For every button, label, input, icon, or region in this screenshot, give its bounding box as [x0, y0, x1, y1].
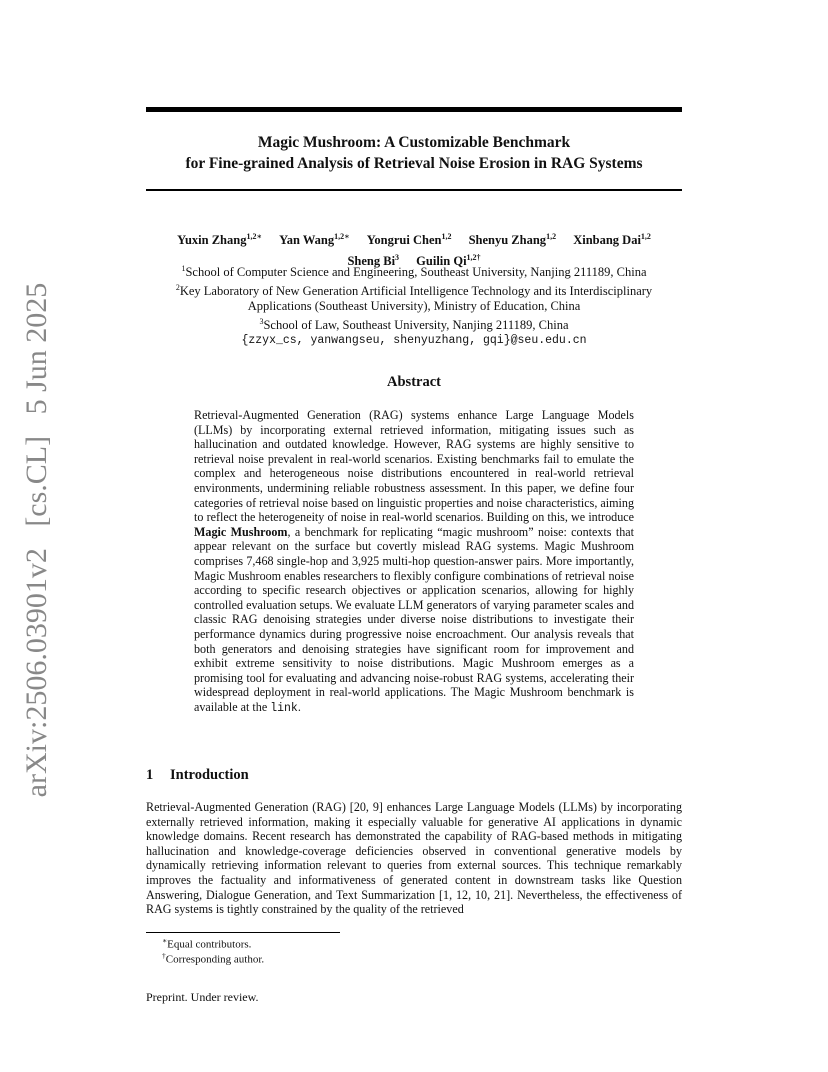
section-number: 1 [146, 767, 154, 783]
benchmark-link[interactable]: link [270, 701, 298, 715]
author-emails: {zzyx_cs, yanwangseu, shenyuzhang, gqi}@seu.edu.cn [241, 334, 587, 348]
abstract-body: Retrieval-Augmented Generation (RAG) systems enhance Large Language Models (LLMs) by incorporating external retrieved information, mitigating issues such as hallucination and outdated knowledge. However, RAG systems are highly sensitive to retrieval noise prevalent in real-world scenarios. Existing benchmarks fail to emulate the complex and heterogeneous noise distributions encountered in real-world retrieval environments, undermining reliable robustness assessment. In this paper, we define four categories of retrieval noise based on linguistic properties and noise characteristics, aiming to reflect the heterogeneity of noise in real-world scenarios. Building on this, we introduce Magic Mushroom, a benchmark for replicating “magic mushroom” noise: contexts that appear relevant on the surface but covertly mislead RAG systems. Magic Mushroom comprises 7,468 single-hop and 3,925 multi-hop question-answer pairs. More importantly, Magic Mushroom enables researchers to flexibly configure combinations of retrieval noise according to specific research objectives or application scenarios, allowing for highly controlled evaluation setups. We evaluate LLM generators of varying parameter scales and classic RAG denoising strategies under diverse noise distributions to investigate their performance dynamics during progressive noise encroachment. Our analysis reveals that both generators and denoising strategies have significant room for improvement and exhibit extreme sensitivity to noise distributions. Magic Mushroom emerges as a promising tool for evaluating and advancing noise-robust RAG systems, accelerating their widespread deployment in real-world applications. The Magic Mushroom benchmark is available at the link. [194, 408, 634, 715]
author: Sheng Bi$^3$ [347, 253, 400, 269]
section-heading-introduction [146, 767, 249, 784]
section-title: Introduction [170, 767, 249, 783]
author: Shenyu Zhang$^{1,2}$ [468, 232, 557, 248]
arxiv-stamp [20, 283, 54, 798]
author: Yongrui Chen$^{1,2}$ [366, 232, 452, 248]
arxiv-category: [cs.CL] [20, 435, 53, 527]
author: Yuxin Zhang$^{1,2∗}$ [177, 232, 262, 248]
intro-paragraph: Retrieval-Augmented Generation (RAG) [20, 9] enhances Large Language Models (LLMs) by incorporating externally retrieved information, making it especially valuable for generative AI applications in dynamic knowledge domains. Recent research has demonstrated the capability of RAG-based methods in mitigating hallucination and knowledge-coverage deficiencies observed in conventional generative models by dynamically retrieving information relevant to queries from external sources. This technique remarkably improves the factuality and informativeness of generated content in downstream tasks like Question Answering, Dialogue Generation, and Text Summarization [1, 12, 10, 21]. Nevertheless, the effectiveness of RAG systems is tightly constrained by the quality of the retrieved [146, 800, 682, 917]
affiliations [146, 261, 682, 348]
author: Xinbang Dai$^{1,2}$ [573, 232, 651, 248]
abstract-heading: Abstract [387, 374, 441, 390]
paper-title [146, 132, 682, 174]
title-bottom-rule [146, 189, 682, 191]
affiliation: Applications (Southeast University), Ministry of Education, China [247, 299, 581, 314]
footnote: ∗Equal contributors. [162, 936, 252, 951]
affiliation: $^1$School of Computer Science and Engineering, Southeast University, Nanjing 211189, China [181, 264, 647, 280]
footnote: †Corresponding author. [162, 951, 265, 966]
arxiv-id: arXiv:2506.03901v2 [20, 548, 53, 798]
benchmark-name: Magic Mushroom [194, 524, 288, 539]
title-line-2: for Fine-grained Analysis of Retrieval Noise Erosion in RAG Systems [185, 155, 643, 172]
title-line-1: Magic Mushroom: A Customizable Benchmark [257, 134, 571, 151]
preprint-note: Preprint. Under review. [146, 990, 259, 1004]
affiliation: $^3$School of Law, Southeast University, Nanjing 211189, China [259, 317, 569, 333]
author: Yan Wang$^{1,2∗}$ [279, 232, 350, 248]
author: Guilin $Qi^{1,2\dagger}$ [416, 253, 481, 269]
affiliation: $^2$Key Laboratory of New Generation Artificial Intelligence Technology and its Interdisciplinary [175, 283, 653, 299]
footnote-rule [146, 932, 340, 933]
arxiv-date: 5 Jun 2025 [20, 282, 53, 415]
title-top-rule [146, 107, 682, 112]
